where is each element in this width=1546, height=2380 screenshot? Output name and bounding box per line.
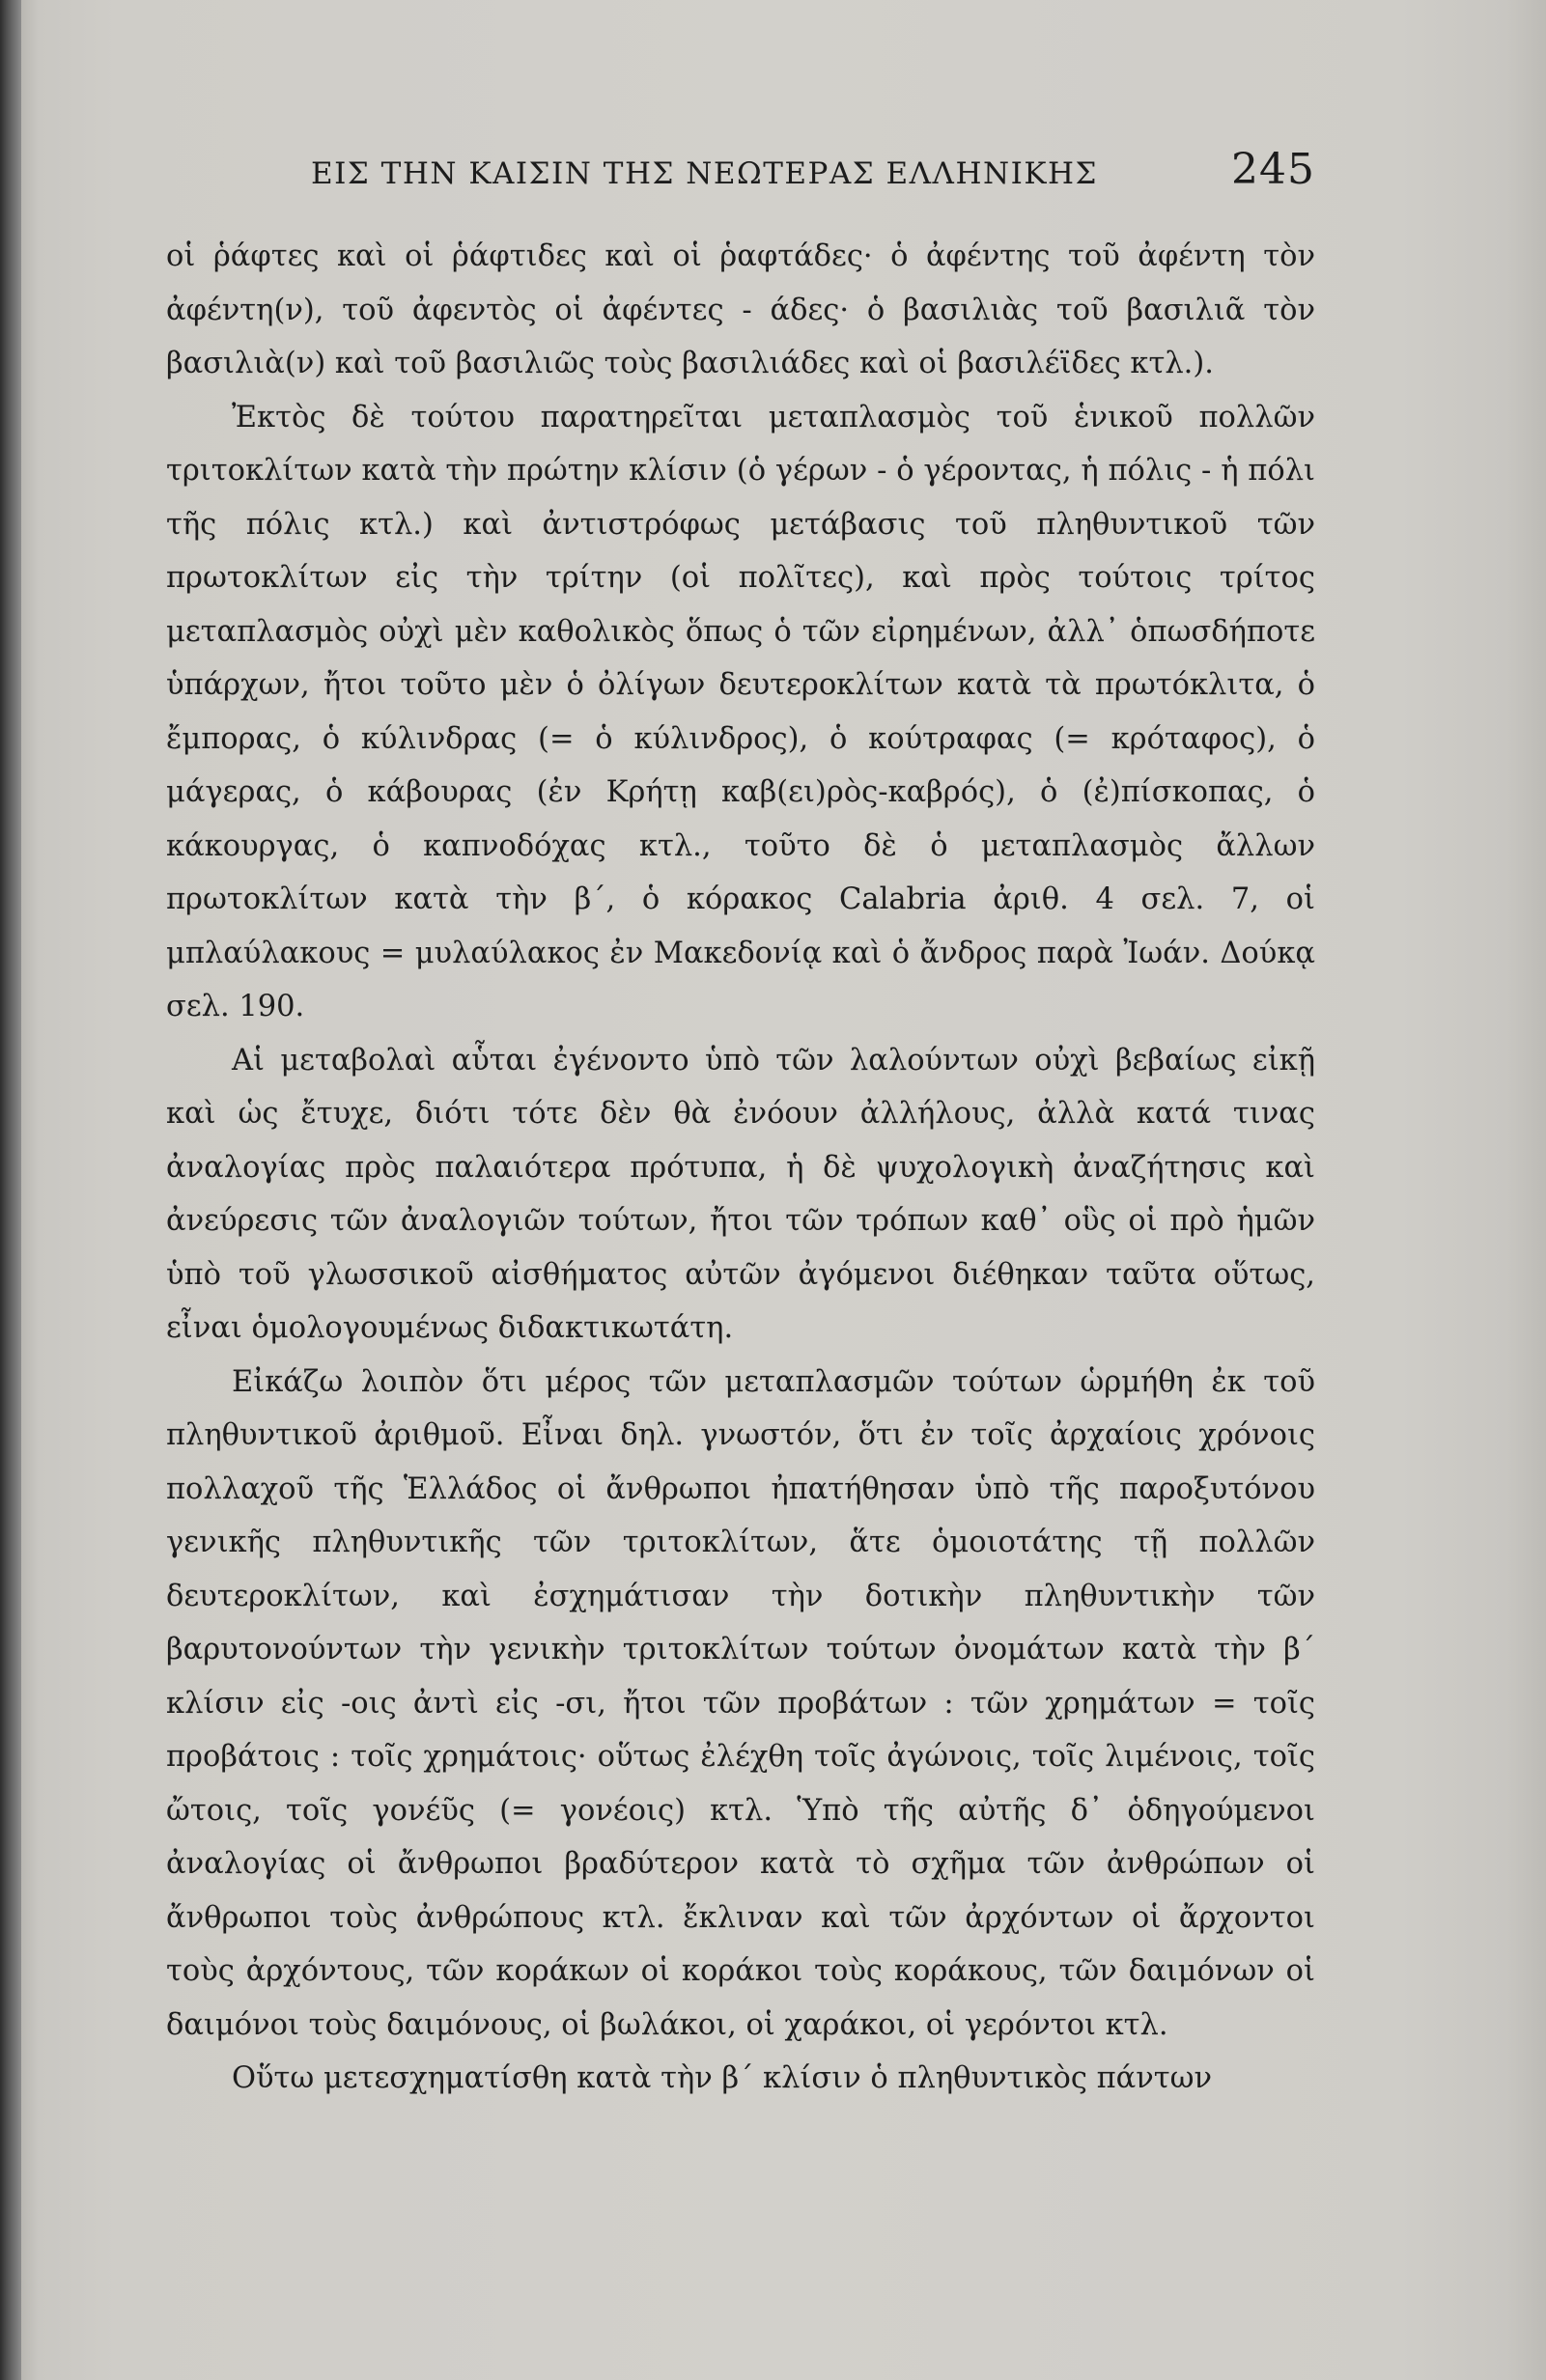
book-spine-shadow [0,0,21,2380]
paragraph-4: Εἰκάζω λοιπὸν ὅτι μέρος τῶν μεταπλασμῶν τούτων ὡρμήθη ἐκ τοῦ πληθυντικοῦ ἀριθμοῦ. Εἶναι δηλ. γνωστόν, ὅτι ἐν τοῖς ἀρχαίοις χρόνοις πολλαχοῦ τῆς Ἑλλάδος οἱ ἄνθρωποι ἠπατήθησαν ὑπὸ τῆς παροξυτόνου γενικῆς πληθυντικῆς τῶν τριτοκλίτων, ἅτε ὁμοιοτάτης τῇ πολλῶν δευτεροκλίτων, καὶ ἐσχημάτισαν τὴν δοτικὴν πληθυντικὴν τῶν βαρυτονούντων τὴν γενικὴν τριτοκλίτων τούτων ὀνομάτων κατὰ τὴν β΄ κλίσιν εἰς -οις ἀντὶ εἰς -σι, ἤτοι τῶν προβάτων : τῶν χρημάτων = τοῖς προβάτοις : τοῖς χρημάτοις· οὕτως ἐλέχθη τοῖς ἀγώνοις, τοῖς λιμένοις, τοῖς ὤτοις, τοῖς γονέῦς (= γονέοις) κτλ. Ὑπὸ τῆς αὐτῆς δ᾽ ὁδηγούμενοι ἀναλογίας οἱ ἄνθρωποι βραδύτερον κατὰ τὸ σχῆμα τῶν ἀνθρώπων οἱ ἄνθρωποι τοὺς ἀνθρώπους κτλ. ἔκλιναν καὶ τῶν ἀρχόντων οἱ ἄρχοντοι τοὺς ἀρχόντους, τῶν κοράκων οἱ κοράκοι τοὺς κοράκους, τῶν δαιμόνων οἱ δαιμόνοι τοὺς δαιμόνους, οἱ βωλάκοι, οἱ χαράκοι, οἱ γερόντοι κτλ. [166,1364,1315,2042]
page-number: 245 [1231,145,1315,194]
paragraph-2: Ἐκτὸς δὲ τούτου παρατηρεῖται μεταπλασμὸς τοῦ ἑνικοῦ πολλῶν τριτοκλίτων κατὰ τὴν πρώτην κλίσιν (ὁ γέρων - ὁ γέροντας, ἡ πόλις - ἡ πόλι τῆς πόλις κτλ.) καὶ ἀντιστρόφως μετάβασις τοῦ πληθυντικοῦ τῶν πρωτοκλίτων εἰς τὴν τρίτην (οἱ πολῖτες), καὶ πρὸς τούτοις τρίτος μεταπλασμὸς οὐχὶ μὲν καθολικὸς ὅπως ὁ τῶν εἰρημένων, ἀλλ᾽ ὁπωσδήποτε ὑπάρχων, ἤτοι τοῦτο μὲν ὁ ὀλίγων δευτεροκλίτων κατὰ τὰ πρωτόκλιτα, ὁ ἔμπορας, ὁ κύλινδρας (= ὁ κύλινδρος), ὁ κούτραφας (= κρόταφος), ὁ μάγερας, ὁ κάβουρας (ἐν Κρήτῃ καβ(ει)ρὸς-καβρός), ὁ (ἐ)πίσκοπας, ὁ κάκουργας, ὁ καπνοδόχας κτλ., τοῦτο δὲ ὁ μεταπλασμὸς ἄλλων πρωτοκλίτων κατὰ τὴν β΄, ὁ κόρακος Calabria ἀριθ. 4 σελ. 7, οἱ μπλαύλακους = μυλαύλακος ἐν Μακεδονίᾳ καὶ ὁ ἄνδρος παρὰ Ἰωάν. Δούκᾳ σελ. 190. [166,400,1315,1023]
body-text [166,230,1315,2106]
paragraph-1: οἱ ῥάφτες καὶ οἱ ῥάφτιδες καὶ οἱ ῥαφτάδες· ὁ ἀφέντης τοῦ ἀφέντη τὸν ἀφέντη(ν), τοῦ ἀφεντὸς οἱ ἀφέντες - άδες· ὁ βασιλιὰς τοῦ βασιλιᾶ τὸν βασιλιὰ(ν) καὶ τοῦ βασιλιῶς τοὺς βασιλιάδες καὶ οἱ βασιλέϊδες κτλ.). [166,239,1315,380]
running-title: ΕΙΣ ΤΗΝ ΚΑΙΣΙΝ ΤΗΣ ΝΕΩΤΕΡΑΣ ΕΛΛΗΝΙΚΗΣ [311,156,1098,191]
page-content [166,145,1315,2106]
paragraph-3: Αἱ μεταβολαὶ αὗται ἐγένοντο ὑπὸ τῶν λαλούντων οὐχὶ βεβαίως εἰκῇ καὶ ὡς ἔτυχε, διότι τότε δὲν θὰ ἐνόουν ἀλλήλους, ἀλλὰ κατά τινας ἀναλογίας πρὸς παλαιότερα πρότυπα, ἡ δὲ ψυχολογικὴ ἀναζήτησις καὶ ἀνεύρεσις τῶν ἀναλογιῶν τούτων, ἤτοι τῶν τρόπων καθ᾽ οὓς οἱ πρὸ ἡμῶν ὑπὸ τοῦ γλωσσικοῦ αἰσθήματος αὐτῶν ἀγόμενοι διέθηκαν ταῦτα οὕτως, εἶναι ὁμολογουμένως διδακτικωτάτη. [166,1043,1315,1345]
running-head [166,145,1315,203]
paragraph-5: Οὕτω μετεσχηματίσθη κατὰ τὴν β΄ κλίσιν ὁ πληθυντικὸς πάντων [232,2061,1213,2095]
